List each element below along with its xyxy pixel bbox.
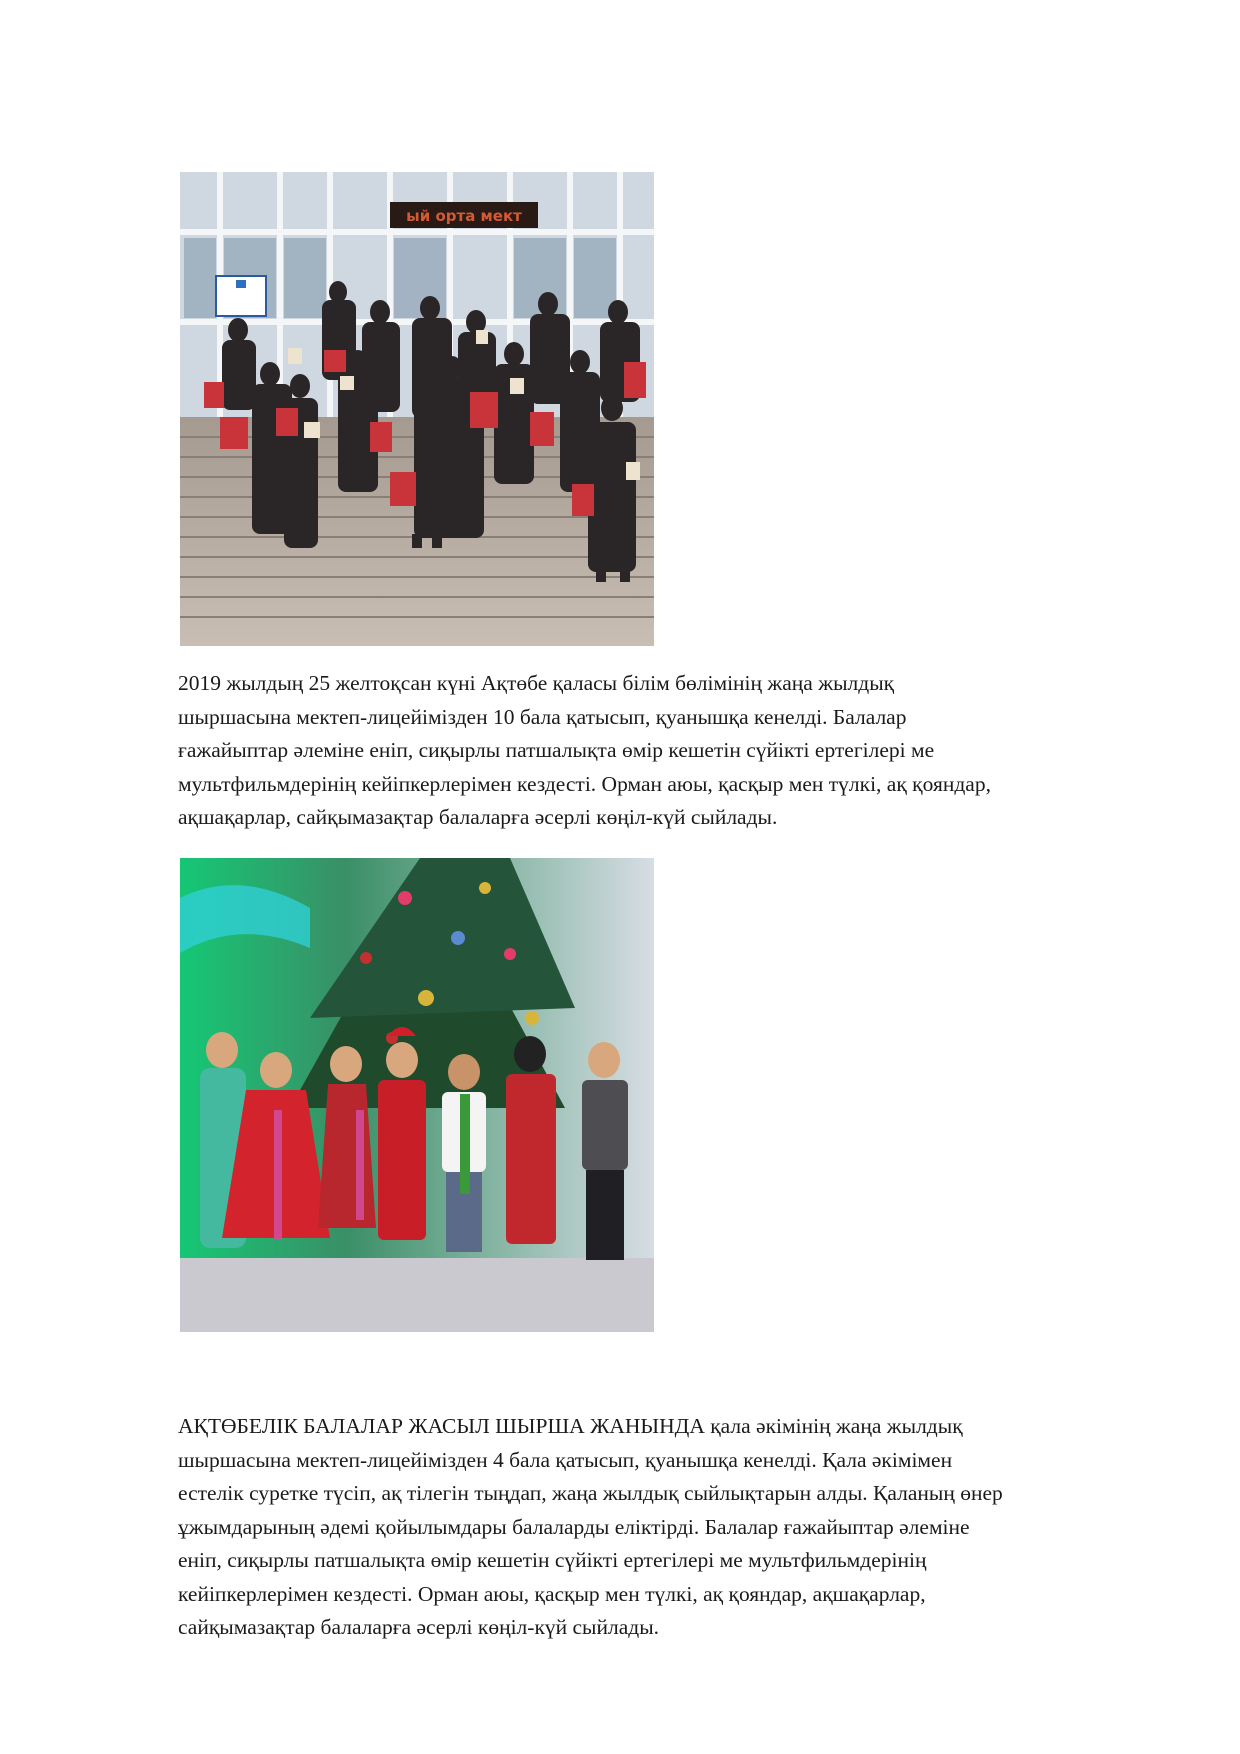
paragraph-line: ғажайыптар әлеміне еніп, сиқырлы патшалықта өмір кешетін сүйікті ертегілері ме [178, 738, 935, 762]
school-steps-image [180, 172, 654, 646]
christmas-tree-image [180, 858, 654, 1332]
led-sign-text: ый орта мект [406, 207, 522, 225]
paragraph-line: шыршасына мектеп-лицейімізден 10 бала қатысып, қуанышқа кенелді. Балалар [178, 704, 907, 729]
paragraph-line: шыршасына мектеп-лицейімізден 4 бала қатысып, қуанышқа кенелді. Қала әкімімен [178, 1447, 953, 1472]
paragraph-line: ақшақарлар, сайқымазақтар балаларға әсерлі көңіл-күй сыйлады. [178, 805, 778, 829]
children-costumes-photo [180, 858, 654, 1332]
group-photo-school-steps [180, 172, 654, 646]
paragraph-line: кейіпкерлерімен кездесті. Орман аюы, қасқыр мен түлкі, ақ қояндар, ақшақарлар, [178, 1581, 926, 1606]
paragraph-line: еніп, сиқырлы патшалықта өмір кешетін сүйікті ертегілері ме мультфильмдерінің [178, 1548, 927, 1572]
paragraph-city-tree-event [178, 1410, 1168, 1645]
paragraph-line: сайқымазақтар балаларға әсерлі көңіл-күй сыйлады. [178, 1615, 660, 1639]
paragraph-line: ұжымдарының әдемі қойылымдары балаларды еліктірді. Балалар ғажайыптар әлеміне [178, 1514, 970, 1539]
paragraph-new-year-tree-event [178, 667, 1168, 835]
paragraph-line: 2019 жылдың 25 желтоқсан күні Ақтөбе қаласы білім бөлімінің жаңа жылдық [178, 671, 895, 695]
paragraph-line: естелік суретке түсіп, ақ тілегін тыңдап, жаңа жылдық сыйлықтарын алды. Қаланың өнер [178, 1481, 1003, 1505]
paragraph-line: АҚТӨБЕЛІК БАЛАЛАР ЖАСЫЛ ШЫРША ЖАНЫНДА қала әкімінің жаңа жылдық [178, 1414, 963, 1438]
paragraph-line: мультфильмдерінің кейіпкерлерімен кездесті. Орман аюы, қасқыр мен түлкі, ақ қояндар, [178, 771, 991, 796]
